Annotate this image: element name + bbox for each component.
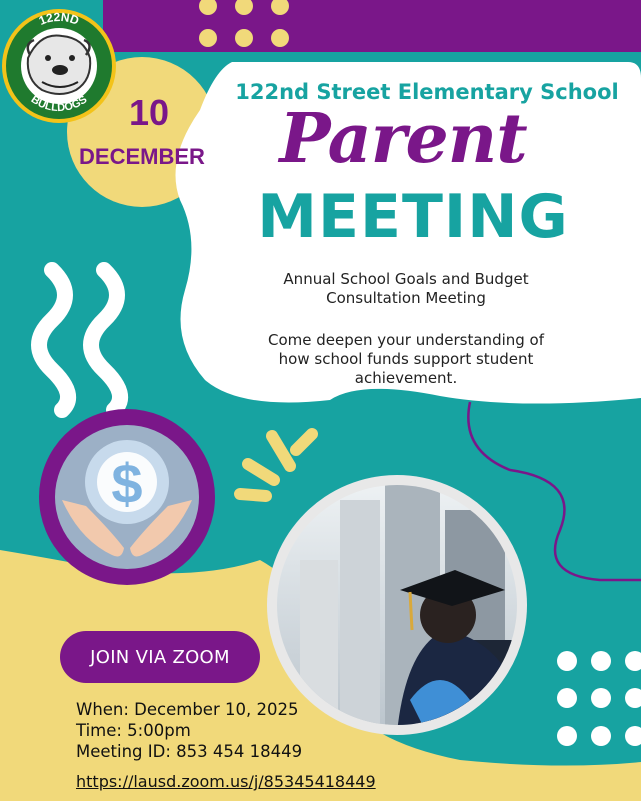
decor-dots-bottom <box>557 651 641 746</box>
title-parent: Parent <box>279 99 527 179</box>
decor-squiggles <box>39 270 120 410</box>
decor-rays <box>240 434 312 496</box>
detail-when: When: December 10, 2025 <box>76 700 299 719</box>
subtitle-line: Annual School Goals and Budget <box>283 270 529 288</box>
detail-meeting-id: Meeting ID: 853 454 18449 <box>76 742 303 761</box>
meeting-details <box>76 699 302 762</box>
date-month: DECEMBER <box>79 144 205 169</box>
meeting-subtitle <box>236 270 576 308</box>
dollar-hands-icon <box>39 409 215 585</box>
zoom-link[interactable]: https://lausd.zoom.us/j/85345418449 <box>76 772 376 791</box>
date-day: 10 <box>128 92 170 133</box>
logo-text-overlay <box>0 0 120 130</box>
description-line: how school funds support student <box>278 350 534 368</box>
meeting-description <box>236 331 576 388</box>
logo-top-text: 122ND <box>36 9 81 28</box>
svg-text:$: $ <box>111 452 143 515</box>
school-name: 122nd Street Elementary School <box>235 80 619 104</box>
title-meeting: MEETING <box>257 182 569 252</box>
detail-time: Time: 5:00pm <box>76 721 191 740</box>
description-line: achievement. <box>354 369 458 387</box>
subtitle-line: Consultation Meeting <box>326 289 486 307</box>
top-purple-bar <box>103 0 641 52</box>
logo-bottom-text: BULLDOGS <box>28 93 90 115</box>
join-zoom-button[interactable]: JOIN VIA ZOOM <box>60 631 260 683</box>
description-line: Come deepen your understanding of <box>267 331 545 349</box>
